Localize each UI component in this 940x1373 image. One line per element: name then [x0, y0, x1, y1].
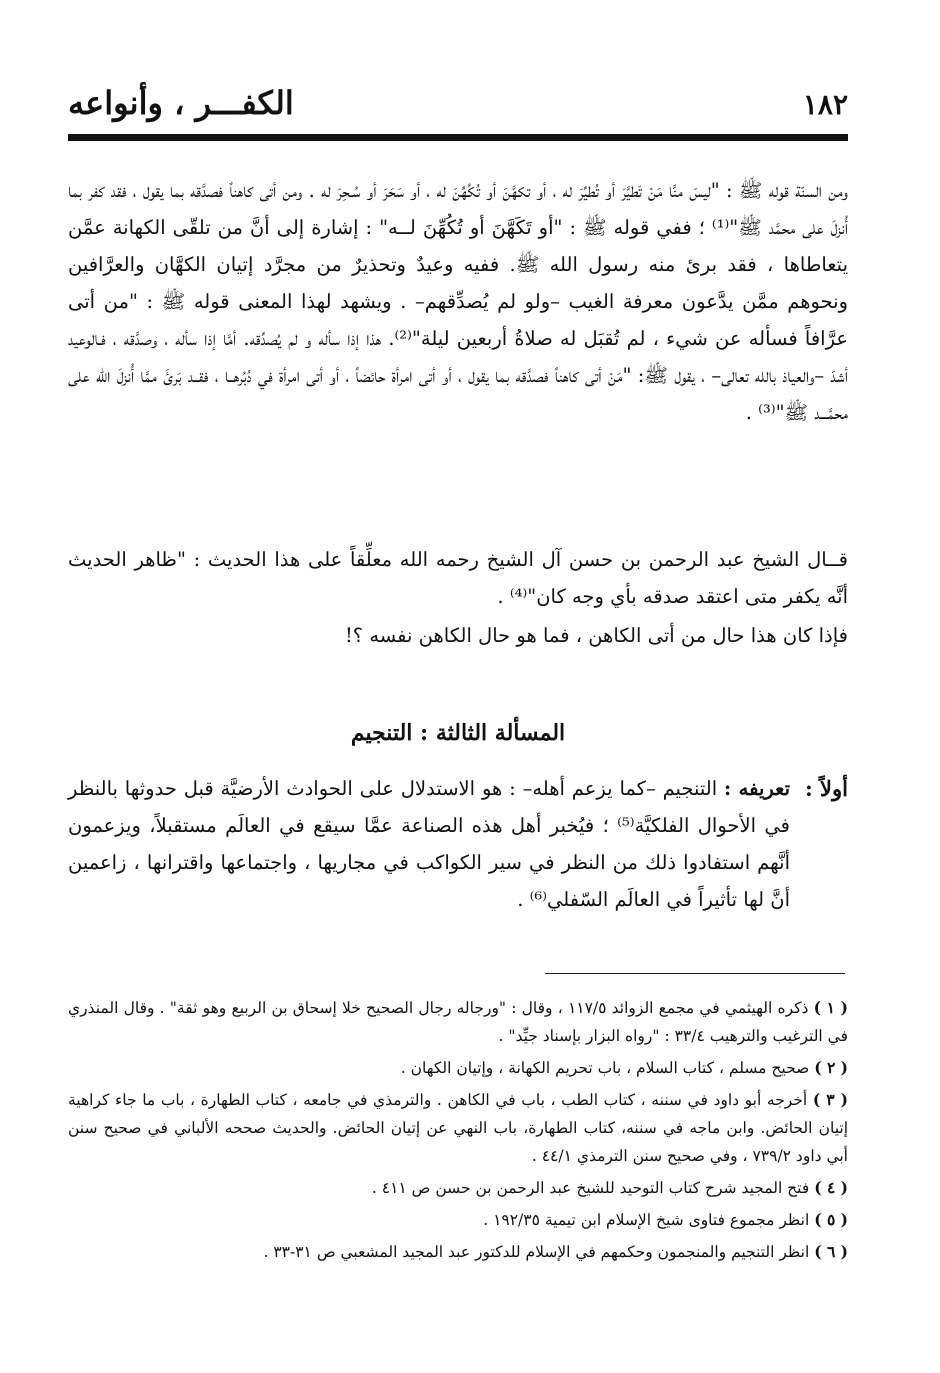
paragraph-text: فإذا كان هذا حال من أتى الكاهن ، فما هو حال الكاهن نفسه ؟!	[344, 624, 848, 647]
footnote-number: ( ٣ )	[812, 1090, 848, 1109]
footnote-text: أخرجه أبو داود في سننه ، كتاب الطب ، باب في الكاهن . والترمذي في جامعه ، كتاب الطهارة ، باب ما جاء كراهية إتيان الحائض. وابن ماجه في سننه، كتاب الطهارة، باب النهي عن إتيان الحائض. والحديث صححه الألباني في صحيح سنن أبي داود ٧٣٩/٢ ، وفي صحيح سنن الترمذي ٤٤/١ .	[68, 1091, 848, 1165]
paragraph-text: ومن السنّة قوله ﷺ : "ليسَ منَّا مَنْ تَطيَّرَ أو تُطيِّرَ له ، أو تكهَّنَ أو تُكُهِّنَ له ، أو سَحَرَ أو سُـحِرَ له . ومن أتى كاهناً فصدَّقه بما يقول ، فقد كفر بما أُنزلَ على محمَّد ﷺ"⁽¹⁾ ؛ ففي قوله ﷺ : "أو تَكَهَّنَ أو تُكُهِّنَ لــه" : إشارة إلى أنَّ من تلقّى الكهانة عمَّن يتعاطاها ، فقد برئ منه رسول الله ﷺ. ففيه وعيدٌ وتحذيرٌ من مجرَّد إتيان الكهَّان والعرَّافين ونحوهم ممَّن يدَّعون معرفة الغيب –ولو لم يُصدِّقهم– . ويشهد لهذا المعنى قوله ﷺ : "من أتى عرَّافاً فسأله عن شيء ، لم تُقبَل له صلاةُ أربعين ليلة"⁽²⁾. هذا إذا سأله و لم يُصدِّقه. أمَّا إذا سأله ، وصدَّقه ، فـالوعيد أشدّ –والعياذ بالله تعالى– ، يقول ﷺ: "مَنْ أتى كاهناً فصدَّقه بما يقول ، أو أتى امرأة حائضاً ، أو أتى امرأة في دُبُرهــا ، فقــد بَرئَ ممَّا أُنزلَ الله على محمَّـــد ﷺ"⁽³⁾ .	[68, 179, 848, 424]
footnote-5	[68, 1206, 848, 1234]
definition-block	[68, 770, 848, 918]
footnote-number: ( ٤ )	[814, 1178, 848, 1197]
definition-body: التنجيم –كما يزعم أهله– : هو الاستدلال على الحوادث الأرضيَّة قبل حدوثها بالنظر في الأحوال الفلكيَّة⁽⁵⁾ ؛ فيُخبر أهل هذه الصناعة عمَّا سيقع في العالَم مستقبلاً، ويزعمون أنَّهم استفادوا ذلك من النظر في سير الكواكب في مجاريها ، واجتماعها واقترانها ، زاعمين أنَّ لها تأثيراً في العالَم السّفلي⁽⁶⁾ .	[68, 777, 790, 911]
footnote-text: انظر مجموع فتاوى شيخ الإسلام ابن تيمية ١٩٢/٣٥ .	[483, 1211, 810, 1229]
footnote-6	[68, 1238, 848, 1266]
header-rule	[68, 134, 848, 141]
footnote-number: ( ٦ )	[814, 1242, 848, 1261]
footnote-2	[68, 1054, 848, 1082]
section-title: المسألة الثالثة : التنجيم	[350, 720, 566, 746]
body-paragraph-2	[68, 541, 848, 615]
footnote-number: ( ٥ )	[814, 1210, 848, 1229]
definition-text	[68, 770, 790, 918]
running-title: الكفـــر ، وأنواعه	[68, 84, 294, 122]
footnote-text: فتح المجيد شرح كتاب التوحيد للشيخ عبد الرحمن بن حسن ص ٤١١ .	[371, 1179, 810, 1197]
body-paragraph-1	[68, 172, 848, 431]
body-paragraph-3	[68, 617, 848, 654]
footnote-1	[68, 994, 848, 1050]
footnote-3	[68, 1086, 848, 1170]
definition-label: أولاً :	[804, 776, 848, 801]
paragraph-text: قــال الشيخ عبد الرحمن بن حسن آل الشيخ رحمه الله معلِّقاً على هذا الحديث : "ظاهر الحديث أنَّه يكفر متى اعتقد صدقه بأي وجه كان"⁽⁴⁾ .	[68, 548, 848, 608]
page-number: ١٨٢	[802, 88, 848, 121]
footnote-separator	[545, 973, 845, 974]
footnotes	[68, 994, 848, 1270]
page-header	[68, 82, 848, 130]
footnote-number: ( ٢ )	[814, 1058, 848, 1077]
footnote-4	[68, 1174, 848, 1202]
footnote-text: صحيح مسلم ، كتاب السلام ، باب تحريم الكهانة ، وإتيان الكهان .	[400, 1059, 810, 1077]
footnote-text: ذكره الهيثمي في مجمع الزوائد ١١٧/٥ ، وقال : "ورجاله رجال الصحيح خلا إسحاق بن الربيع وهو ثقة" . وقال المنذري في الترغيب والترهيب ٣٣/٤ : "رواه البزار بإسناد جيِّد" .	[68, 999, 848, 1045]
footnote-text: انظر التنجيم والمنجمون وحكمهم في الإسلام للدكتور عبد المجيد المشعبي ص ٣١-٣٣ .	[263, 1243, 810, 1261]
footnote-number: ( ١ )	[813, 998, 848, 1017]
definition-term: تعريفه :	[724, 777, 791, 800]
